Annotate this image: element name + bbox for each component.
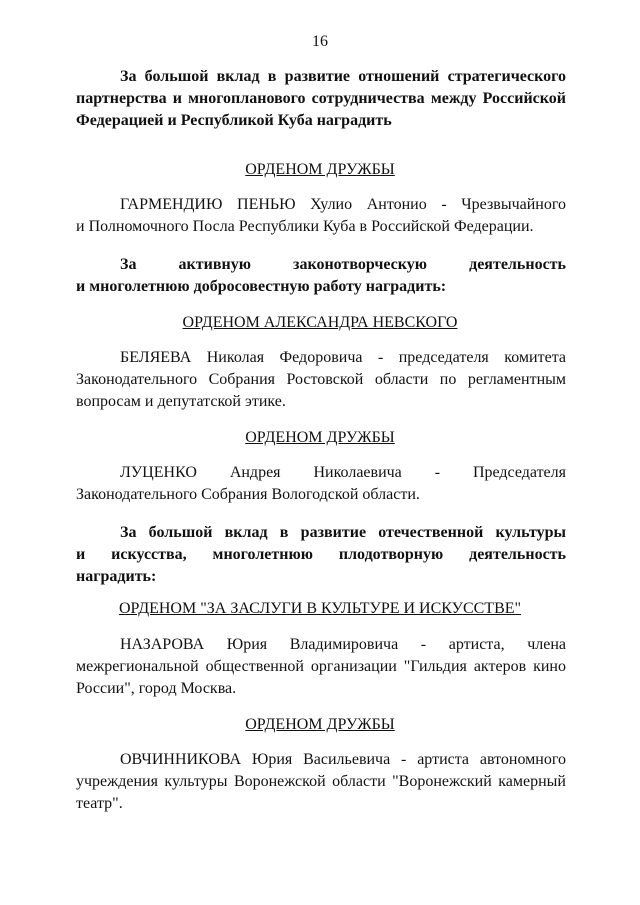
award-entry [76, 749, 566, 815]
order-title: ОРДЕНОМ ДРУЖБЫ [245, 716, 395, 733]
award-line: учреждения культуры Воронежской области "Воронежский камерный [76, 773, 566, 790]
award-line: и Полномочного Посла Республики Куба в Российской Федерации. [76, 218, 534, 235]
award-line: Законодательного Собрания Ростовской области по регламентным [76, 371, 566, 388]
order-title: ОРДЕНОМ ДРУЖБЫ [245, 429, 395, 446]
heading-line: За активную законотворческую деятельность [120, 256, 566, 273]
award-entry [76, 462, 566, 506]
heading-line: Федерацией и Республикой Куба наградить [76, 112, 392, 129]
section-heading [76, 254, 566, 298]
award-line: вопросам и депутатской этике. [76, 393, 286, 410]
heading-line: и многолетнюю добросовестную работу наградить: [76, 278, 447, 295]
award-line: ОВЧИННИКОВА Юрия Васильевича - артиста автономного [120, 751, 566, 768]
heading-line: За большой вклад в развитие отношений стратегического [120, 68, 566, 85]
heading-line: партнерства и многопланового сотрудничества между Российской [76, 90, 566, 107]
award-line: ЛУЦЕНКО Андрея Николаевича - Председателя [120, 464, 566, 481]
page-number: 16 [312, 33, 328, 50]
award-line: ГАРМЕНДИЮ ПЕНЬЮ Хулио Антонио - Чрезвычайного [120, 196, 566, 213]
award-line: БЕЛЯЕВА Николая Федоровича - председателя комитета [120, 349, 566, 366]
award-line: межрегиональной общественной организации "Гильдия актеров кино [76, 658, 566, 675]
order-title: ОРДЕНОМ "ЗА ЗАСЛУГИ В КУЛЬТУРЕ И ИСКУССТВЕ" [118, 600, 522, 617]
award-line: России", город Москва. [76, 680, 237, 697]
award-line: НАЗАРОВА Юрия Владимировича - артиста, члена [120, 636, 566, 653]
award-entry [76, 194, 566, 238]
order-title: ОРДЕНОМ ДРУЖБЫ [245, 161, 395, 178]
award-line: театр". [76, 795, 123, 812]
award-entry [76, 347, 566, 413]
section-heading [76, 522, 566, 588]
award-line: Законодательного Собрания Вологодской области. [76, 486, 420, 503]
heading-line: За большой вклад в развитие отечественной культуры [120, 524, 566, 541]
heading-line: и искусства, многолетнюю плодотворную деятельность [76, 546, 566, 563]
award-entry [76, 634, 566, 700]
section-heading [76, 66, 566, 132]
heading-line: наградить: [76, 568, 157, 585]
order-title: ОРДЕНОМ АЛЕКСАНДРА НЕВСКОГО [182, 314, 458, 331]
